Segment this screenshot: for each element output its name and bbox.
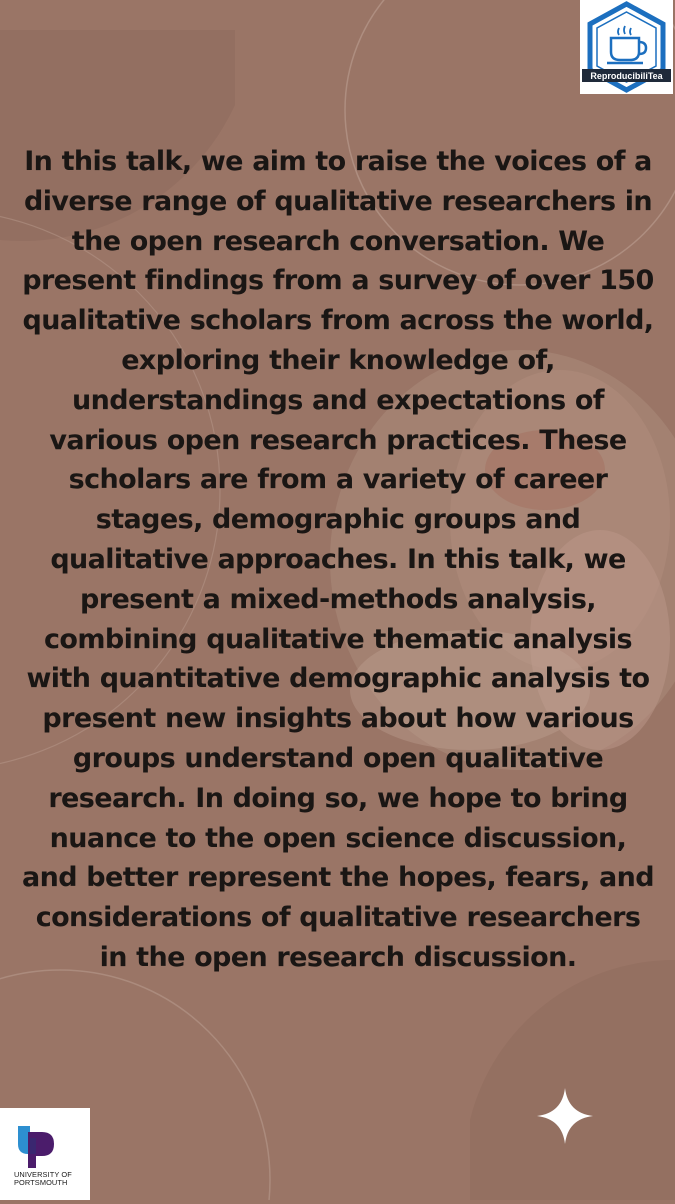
- uop-line-2: PORTSMOUTH: [14, 1178, 68, 1187]
- badge-label: ReproducibiliTea: [590, 71, 663, 81]
- uop-line-1: UNIVERSITY OF: [14, 1170, 72, 1179]
- badge-graphic: [580, 0, 673, 94]
- university-of-portsmouth-logo: [0, 1108, 90, 1200]
- uop-wordmark: [14, 1171, 72, 1187]
- abstract-text: In this talk, we aim to raise the voices of a diverse range of qualitative researchers in the open research conversation. We present findings from a survey of over 150 qualitative scholars from across the world, exploring their knowledge of, understandings and expectations of various open research practices. These scholars are from a variety of career stages, demographic groups and qualitative approaches. In this talk, we present a mixed-methods analysis, combining qualitative thematic analysis with quantitative demographic analysis to present new insights about how various groups understand open qualitative research. In doing so, we hope to bring nuance to the open science discussion, and better represent the hopes, fears, and considerations of qualitative researchers in the open research discussion.: [21, 146, 654, 973]
- sparkle-icon: [535, 1086, 595, 1150]
- reproducibilitea-badge: [580, 0, 673, 94]
